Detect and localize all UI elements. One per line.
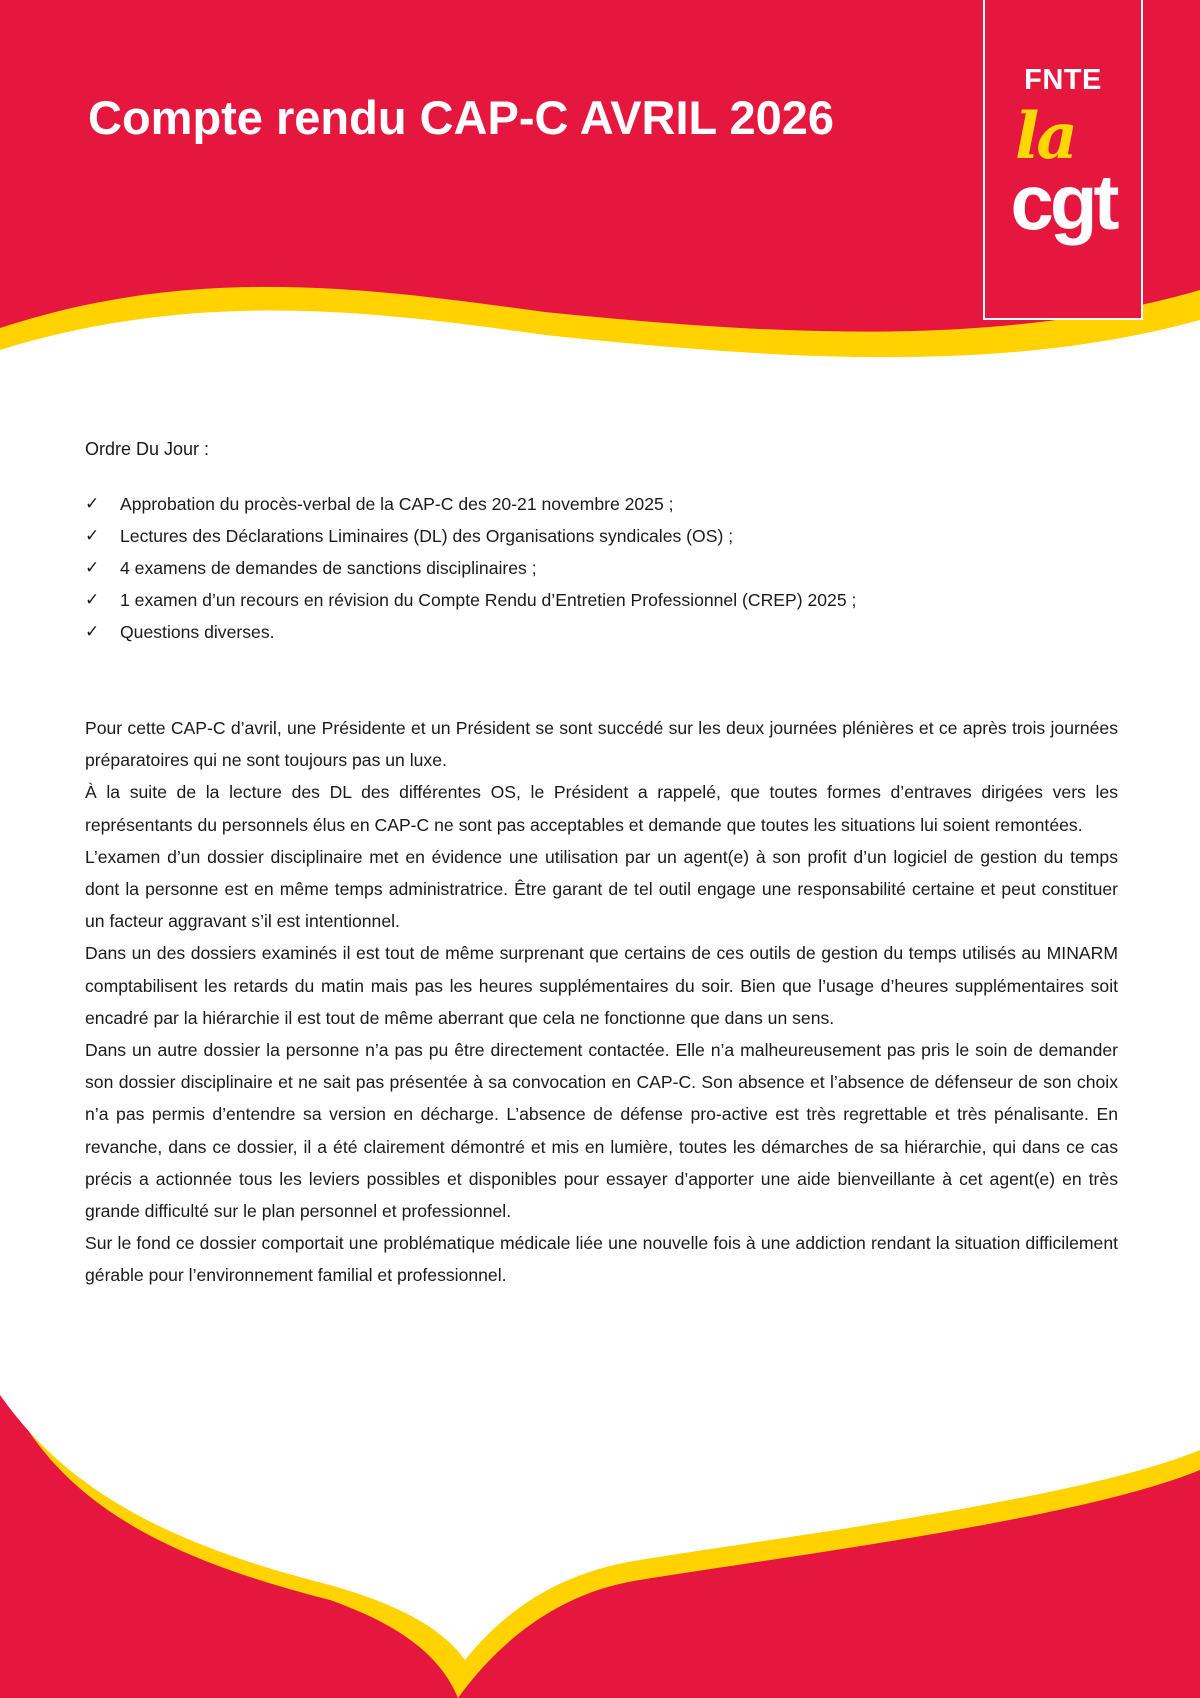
agenda-item [85, 584, 1118, 616]
page-title: Compte rendu CAP-C AVRIL 2026 [88, 91, 835, 144]
check-icon: ✓ [85, 494, 100, 514]
agenda-heading: Ordre Du Jour : [85, 439, 210, 459]
agenda-item [85, 520, 1118, 552]
paragraph-medical-issue: Sur le fond ce dossier comportait une problématique médicale liée une nouvelle fois à une addiction rendant la situation difficilement gérable pour l’environnement familial et professionnel. [85, 1233, 1118, 1286]
check-icon: ✓ [85, 622, 100, 642]
agenda-item-text: 1 examen d’un recours en révision du Compte Rendu d’Entretien Professionnel (CREP) 2025 ; [120, 590, 857, 610]
paragraph-presidency: Pour cette CAP-C d’avril, une Présidente et un Président se sont succédé sur les deux journées plénières et ce après trois journées préparatoires qui ne sont toujours pas un luxe. [85, 718, 1118, 771]
agenda-item [85, 488, 1118, 520]
cgt-logo [983, 0, 1143, 320]
agenda-item [85, 552, 1118, 584]
check-icon: ✓ [85, 526, 100, 546]
logo-cgt-text: cgt [1010, 158, 1116, 246]
agenda-item-text: Approbation du procès-verbal de la CAP-C des 20-21 novembre 2025 ; [120, 494, 674, 514]
agenda-item-text: Lectures des Déclarations Liminaires (DL) des Organisations syndicales (OS) ; [120, 526, 734, 546]
agenda-item-text: 4 examens de demandes de sanctions disciplinaires ; [120, 558, 537, 578]
paragraph-time-tools: Dans un des dossiers examinés il est tout de même surprenant que certains de ces outils de gestion du temps utilisés au MINARM comptabilisent les retards du matin mais pas les heures supplémentaires du soir. Bien que l’usage d’heures supplémentaires soit encadré par la hiérarchie il est tout de même aberrant que cela ne fonctionne que dans un sens. [85, 943, 1118, 1028]
agenda-item-text: Questions diverses. [120, 622, 275, 642]
paragraph-disciplinary-software: L’examen d’un dossier disciplinaire met en évidence une utilisation par un agent(e) à son profit d’un logiciel de gestion du temps dont la personne est en même temps administratrice. Être garant de tel outil engage une responsabilité certaine et peut constituer un facteur aggravant s’il est intentionnel. [85, 846, 1118, 932]
agenda-list [85, 488, 1118, 648]
document-body [85, 432, 1118, 1292]
logo-la-text: la [1015, 99, 1075, 174]
logo-fnte-text: FNTE [1024, 64, 1102, 96]
paragraph-declarations: À la suite de la lecture des DL des différentes OS, le Président a rappelé, que toutes formes d’entraves dirigées vers les représentants du personnels élus en CAP-C ne sont pas acceptables et demande que toutes les situations lui soient remontées. [85, 782, 1118, 835]
report-paragraphs [85, 712, 1118, 1292]
check-icon: ✓ [85, 590, 100, 610]
agenda-item [85, 616, 1118, 648]
paragraph-absent-agent: Dans un autre dossier la personne n’a pas pu être directement contactée. Elle n’a malheureusement pas pris le soin de demander son dossier disciplinaire et ne sait pas présentée à sa convocation en CAP-C. Son absence et l’absence de défenseur de son choix n’a pas permis d’entendre sa version en décharge. L’absence de défense pro-active est très regrettable et très pénalisante. En revanche, dans ce dossier, il a été clairement démontré et mis en lumière, toutes les démarches de sa hiérarchie, qui dans ce cas précis a actionnée tous les leviers possibles et disponibles pour essayer d’apporter une aide bienveillante à cet agent(e) en très grande difficulté sur le plan personnel et professionnel. [85, 1040, 1118, 1222]
check-icon: ✓ [85, 558, 100, 578]
